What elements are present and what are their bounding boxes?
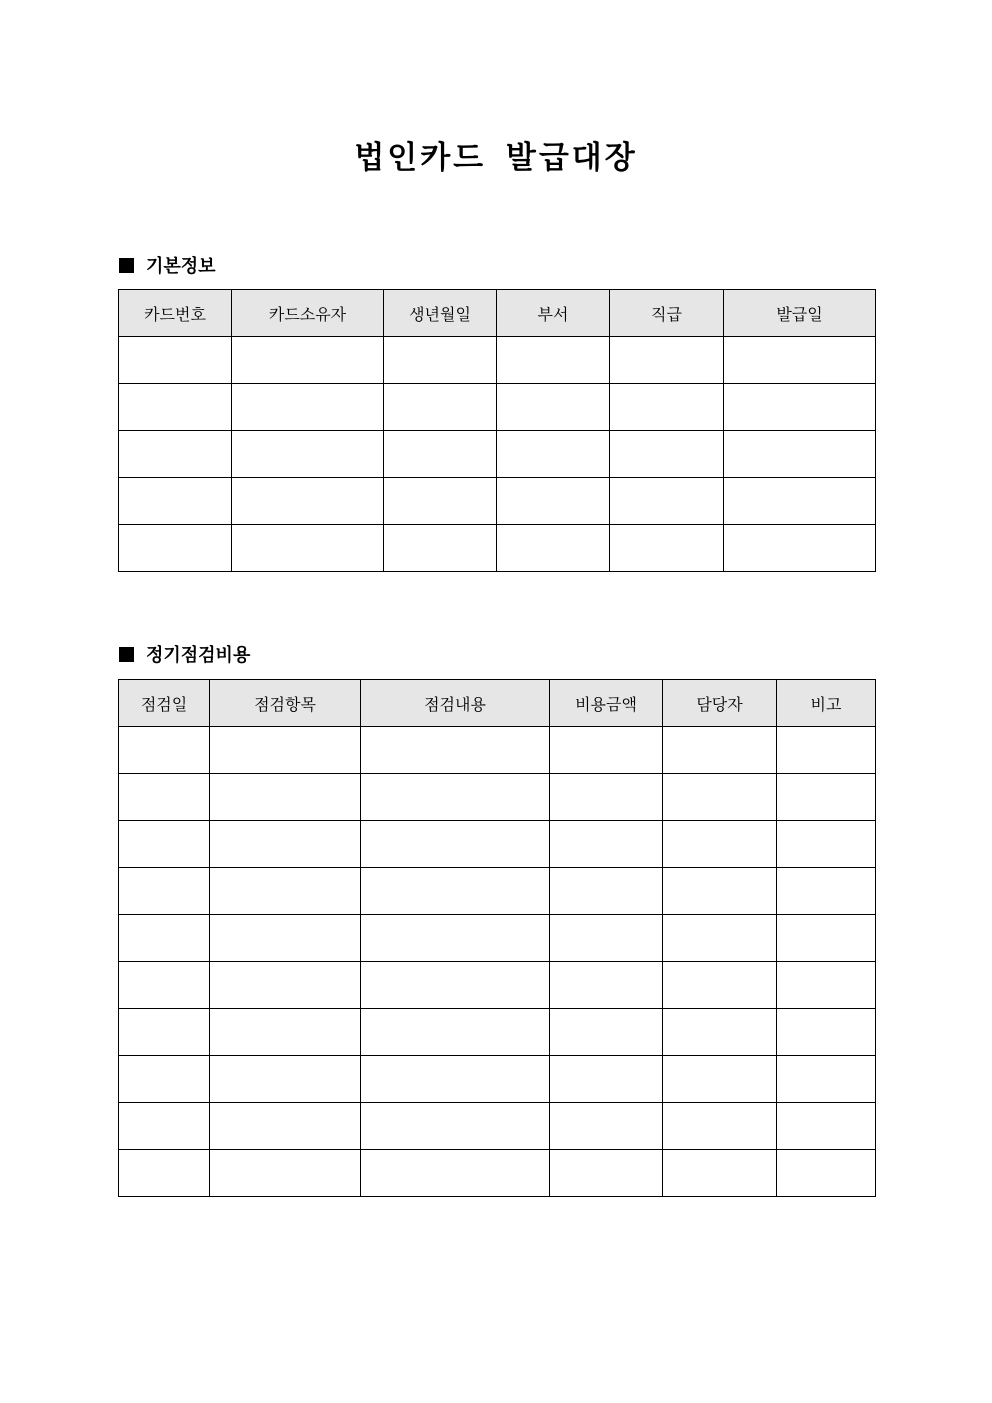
section-heading-inspection	[119, 641, 250, 667]
table-cell[interactable]	[663, 1150, 777, 1197]
table-cell[interactable]	[361, 821, 550, 868]
table-cell[interactable]	[777, 1103, 876, 1150]
table-cell[interactable]	[497, 525, 610, 572]
table-cell[interactable]	[210, 1103, 361, 1150]
table-cell[interactable]	[550, 774, 663, 821]
basic-info-table	[118, 289, 876, 572]
table-row	[119, 727, 876, 774]
column-header-card-number: 카드번호	[119, 290, 232, 337]
table-row	[119, 868, 876, 915]
square-bullet-icon	[119, 258, 134, 273]
column-header-person-in-charge: 담당자	[663, 680, 777, 727]
column-header-department: 부서	[497, 290, 610, 337]
table-cell[interactable]	[119, 962, 210, 1009]
table-cell[interactable]	[777, 727, 876, 774]
table-cell[interactable]	[610, 384, 724, 431]
table-cell[interactable]	[663, 1056, 777, 1103]
column-header-inspection-details: 점검내용	[361, 680, 550, 727]
table-cell[interactable]	[119, 1103, 210, 1150]
table-row	[119, 478, 876, 525]
table-cell[interactable]	[550, 1103, 663, 1150]
table-cell[interactable]	[119, 1009, 210, 1056]
table-cell[interactable]	[724, 337, 876, 384]
table-cell[interactable]	[497, 337, 610, 384]
table-row	[119, 1056, 876, 1103]
table-row	[119, 821, 876, 868]
table-cell[interactable]	[384, 384, 497, 431]
table-cell[interactable]	[550, 915, 663, 962]
table-cell[interactable]	[119, 478, 232, 525]
table-cell[interactable]	[210, 774, 361, 821]
table-cell[interactable]	[724, 525, 876, 572]
table-cell[interactable]	[724, 431, 876, 478]
table-row	[119, 1103, 876, 1150]
table-cell[interactable]	[232, 478, 384, 525]
table-cell[interactable]	[119, 727, 210, 774]
table-cell[interactable]	[361, 868, 550, 915]
column-header-inspection-date: 점검일	[119, 680, 210, 727]
table-cell[interactable]	[119, 384, 232, 431]
inspection-cost-table	[118, 679, 876, 1197]
table-cell[interactable]	[777, 1009, 876, 1056]
table-cell[interactable]	[663, 868, 777, 915]
column-header-remarks: 비고	[777, 680, 876, 727]
table-cell[interactable]	[119, 431, 232, 478]
section-heading-label: 기본정보	[146, 256, 216, 277]
table-cell[interactable]	[361, 962, 550, 1009]
table-header-row	[119, 290, 876, 337]
table-cell[interactable]	[119, 821, 210, 868]
table-cell[interactable]	[497, 431, 610, 478]
table-cell[interactable]	[550, 1009, 663, 1056]
table-cell[interactable]	[361, 727, 550, 774]
table-cell[interactable]	[232, 431, 384, 478]
table-row	[119, 337, 876, 384]
table-cell[interactable]	[361, 1009, 550, 1056]
table-row	[119, 525, 876, 572]
table-row	[119, 915, 876, 962]
document-title: 법인카드 발급대장	[354, 140, 638, 176]
table-cell[interactable]	[210, 727, 361, 774]
table-cell[interactable]	[210, 962, 361, 1009]
table-cell[interactable]	[610, 525, 724, 572]
table-cell[interactable]	[550, 1056, 663, 1103]
table-cell[interactable]	[119, 337, 232, 384]
table-cell[interactable]	[210, 915, 361, 962]
table-row	[119, 1150, 876, 1197]
column-header-issue-date: 발급일	[724, 290, 876, 337]
table-cell[interactable]	[550, 727, 663, 774]
section-heading-label: 정기점검비용	[146, 645, 251, 666]
table-cell[interactable]	[663, 821, 777, 868]
column-header-inspection-item: 점검항목	[210, 680, 361, 727]
table-cell[interactable]	[384, 525, 497, 572]
table-cell[interactable]	[361, 1103, 550, 1150]
table-cell[interactable]	[210, 1150, 361, 1197]
section-heading-basic-info	[119, 252, 216, 278]
table-cell[interactable]	[777, 868, 876, 915]
table-cell[interactable]	[663, 1103, 777, 1150]
table-cell[interactable]	[777, 1056, 876, 1103]
column-header-cost-amount: 비용금액	[550, 680, 663, 727]
table-cell[interactable]	[497, 384, 610, 431]
table-cell[interactable]	[210, 1056, 361, 1103]
table-cell[interactable]	[724, 478, 876, 525]
table-cell[interactable]	[210, 1009, 361, 1056]
table-cell[interactable]	[232, 384, 384, 431]
table-cell[interactable]	[232, 337, 384, 384]
table-cell[interactable]	[232, 525, 384, 572]
table-cell[interactable]	[724, 384, 876, 431]
square-bullet-icon	[119, 647, 134, 662]
table-cell[interactable]	[119, 774, 210, 821]
table-cell[interactable]	[550, 1150, 663, 1197]
table-cell[interactable]	[663, 962, 777, 1009]
table-cell[interactable]	[610, 478, 724, 525]
table-cell[interactable]	[210, 821, 361, 868]
table-cell[interactable]	[550, 868, 663, 915]
table-cell[interactable]	[777, 1150, 876, 1197]
table-cell[interactable]	[119, 525, 232, 572]
table-row	[119, 431, 876, 478]
table-row	[119, 384, 876, 431]
table-cell[interactable]	[361, 1150, 550, 1197]
table-cell[interactable]	[119, 1150, 210, 1197]
table-cell[interactable]	[384, 478, 497, 525]
table-cell[interactable]	[777, 821, 876, 868]
column-header-card-owner: 카드소유자	[232, 290, 384, 337]
table-cell[interactable]	[663, 915, 777, 962]
table-cell[interactable]	[361, 774, 550, 821]
column-header-position: 직급	[610, 290, 724, 337]
table-cell[interactable]	[610, 337, 724, 384]
table-row	[119, 774, 876, 821]
table-cell[interactable]	[497, 478, 610, 525]
table-cell[interactable]	[119, 1056, 210, 1103]
table-cell[interactable]	[361, 915, 550, 962]
table-cell[interactable]	[119, 915, 210, 962]
table-cell[interactable]	[384, 431, 497, 478]
table-cell[interactable]	[663, 774, 777, 821]
table-row	[119, 962, 876, 1009]
table-cell[interactable]	[550, 821, 663, 868]
table-cell[interactable]	[610, 431, 724, 478]
table-cell[interactable]	[361, 1056, 550, 1103]
table-cell[interactable]	[777, 915, 876, 962]
table-cell[interactable]	[777, 962, 876, 1009]
column-header-birth-date: 생년월일	[384, 290, 497, 337]
table-cell[interactable]	[663, 727, 777, 774]
table-cell[interactable]	[777, 774, 876, 821]
table-cell[interactable]	[210, 868, 361, 915]
table-header-row	[119, 680, 876, 727]
table-cell[interactable]	[384, 337, 497, 384]
table-cell[interactable]	[663, 1009, 777, 1056]
table-cell[interactable]	[119, 868, 210, 915]
table-row	[119, 1009, 876, 1056]
table-cell[interactable]	[550, 962, 663, 1009]
